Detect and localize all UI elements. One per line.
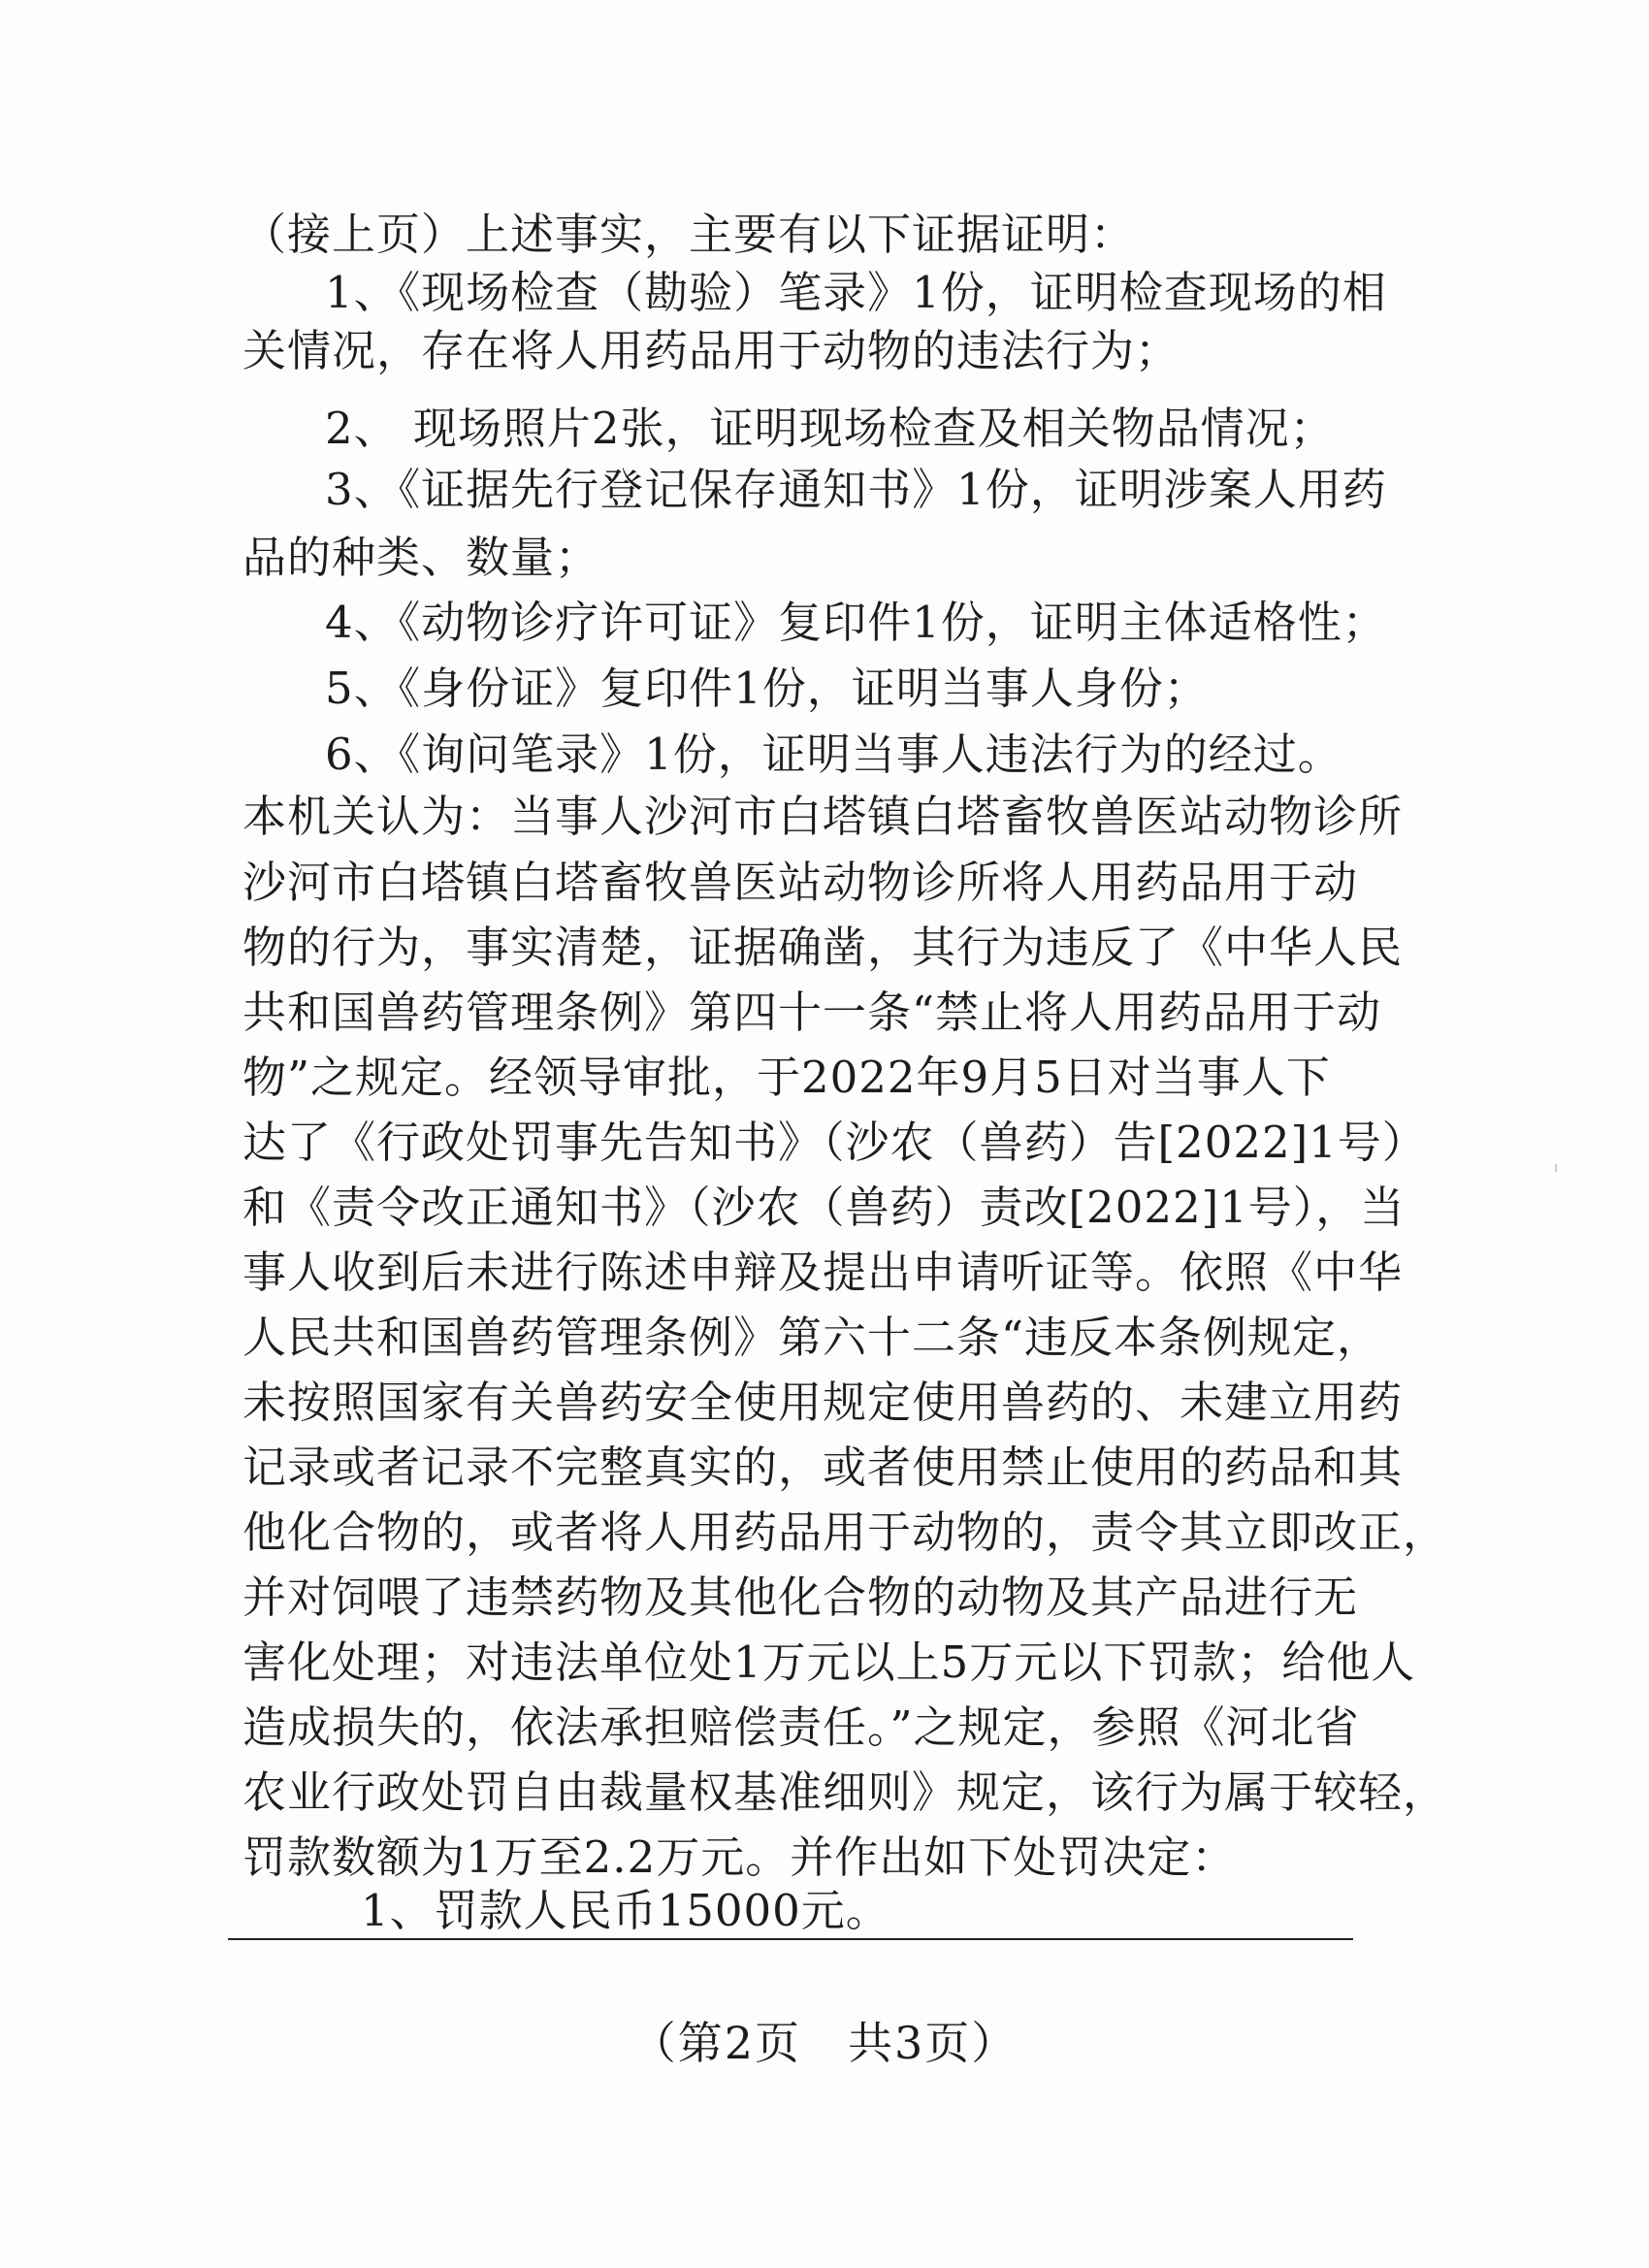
text-line-opinion-13: 并对饲喂了违禁药物及其他化合物的动物及其产品进行无 [242,1571,1359,1623]
text-line-opinion-2: 沙河市白塔镇白塔畜牧兽医站动物诊所将人用药品用于动 [242,857,1359,908]
text-line-opinion-10: 未按照国家有关兽药安全使用规定使用兽药的、未建立用药 [242,1377,1404,1428]
text-line-penalty-1: 1、罚款人民币15000元。 [361,1885,890,1936]
text-line-evidence-2: 2、 现场照片2张，证明现场检查及相关物品情况； [325,403,1335,454]
text-line-opinion-14: 害化处理；对违法单位处1万元以上5万元以下罚款；给他人 [242,1636,1416,1688]
text-line-evidence-1: 1、《现场检查（勘验）笔录》1份，证明检查现场的相 [325,267,1387,318]
text-line-continuation-intro: （接上页）上述事实，主要有以下证据证明： [242,209,1136,260]
text-line-opinion-7: 和《责令改正通知书》（沙农（兽药）责改[2022]1号），当 [242,1182,1406,1233]
text-line-opinion-5: 物”之规定。经领导审批，于2022年9月5日对当事人下 [242,1052,1331,1103]
text-line-evidence-5: 5、《身份证》复印件1份，证明当事人身份； [325,663,1209,714]
text-line-opinion-6: 达了《行政处罚事先告知书》（沙农（兽药）告[2022]1号） [242,1117,1427,1168]
page-number-footer: （第2页 共3页） [630,2017,1018,2069]
text-line-opinion-4: 共和国兽药管理条例》第四十一条“禁止将人用药品用于动 [242,987,1382,1038]
text-line-evidence-3: 3、《证据先行登记保存通知书》1份，证明涉案人用药 [325,464,1387,515]
text-line-evidence-3-cont: 品的种类、数量； [242,532,600,583]
scan-speck-mark [1555,1164,1557,1172]
text-line-opinion-3: 物的行为，事实清楚，证据确凿，其行为违反了《中华人民 [242,922,1404,973]
text-line-opinion-9: 人民共和国兽药管理条例》第六十二条“违反本条例规定， [242,1312,1382,1363]
text-line-opinion-1: 本机关认为：当事人沙河市白塔镇白塔畜牧兽医站动物诊所 [242,791,1404,842]
text-line-opinion-8: 事人收到后未进行陈述申辩及提出申请听证等。依照《中华 [242,1247,1404,1298]
text-line-evidence-1-cont: 关情况，存在将人用药品用于动物的违法行为； [242,325,1180,376]
text-line-opinion-17: 罚款数额为1万至2.2万元。并作出如下处罚决定： [242,1831,1237,1883]
text-line-opinion-15: 造成损失的，依法承担赔偿责任。”之规定，参照《河北省 [242,1701,1360,1753]
text-line-opinion-16: 农业行政处罚自由裁量权基准细则》规定，该行为属于较轻， [242,1766,1448,1818]
text-line-evidence-6: 6、《询问笔录》1份，证明当事人违法行为的经过。 [325,729,1342,780]
text-line-opinion-12: 他化合物的，或者将人用药品用于动物的，责令其立即改正， [242,1507,1448,1558]
text-line-evidence-4: 4、《动物诊疗许可证》复印件1份，证明主体适格性； [325,597,1387,648]
text-line-opinion-11: 记录或者记录不完整真实的，或者使用禁止使用的药品和其 [242,1442,1404,1493]
underline-divider [228,1938,1353,1940]
